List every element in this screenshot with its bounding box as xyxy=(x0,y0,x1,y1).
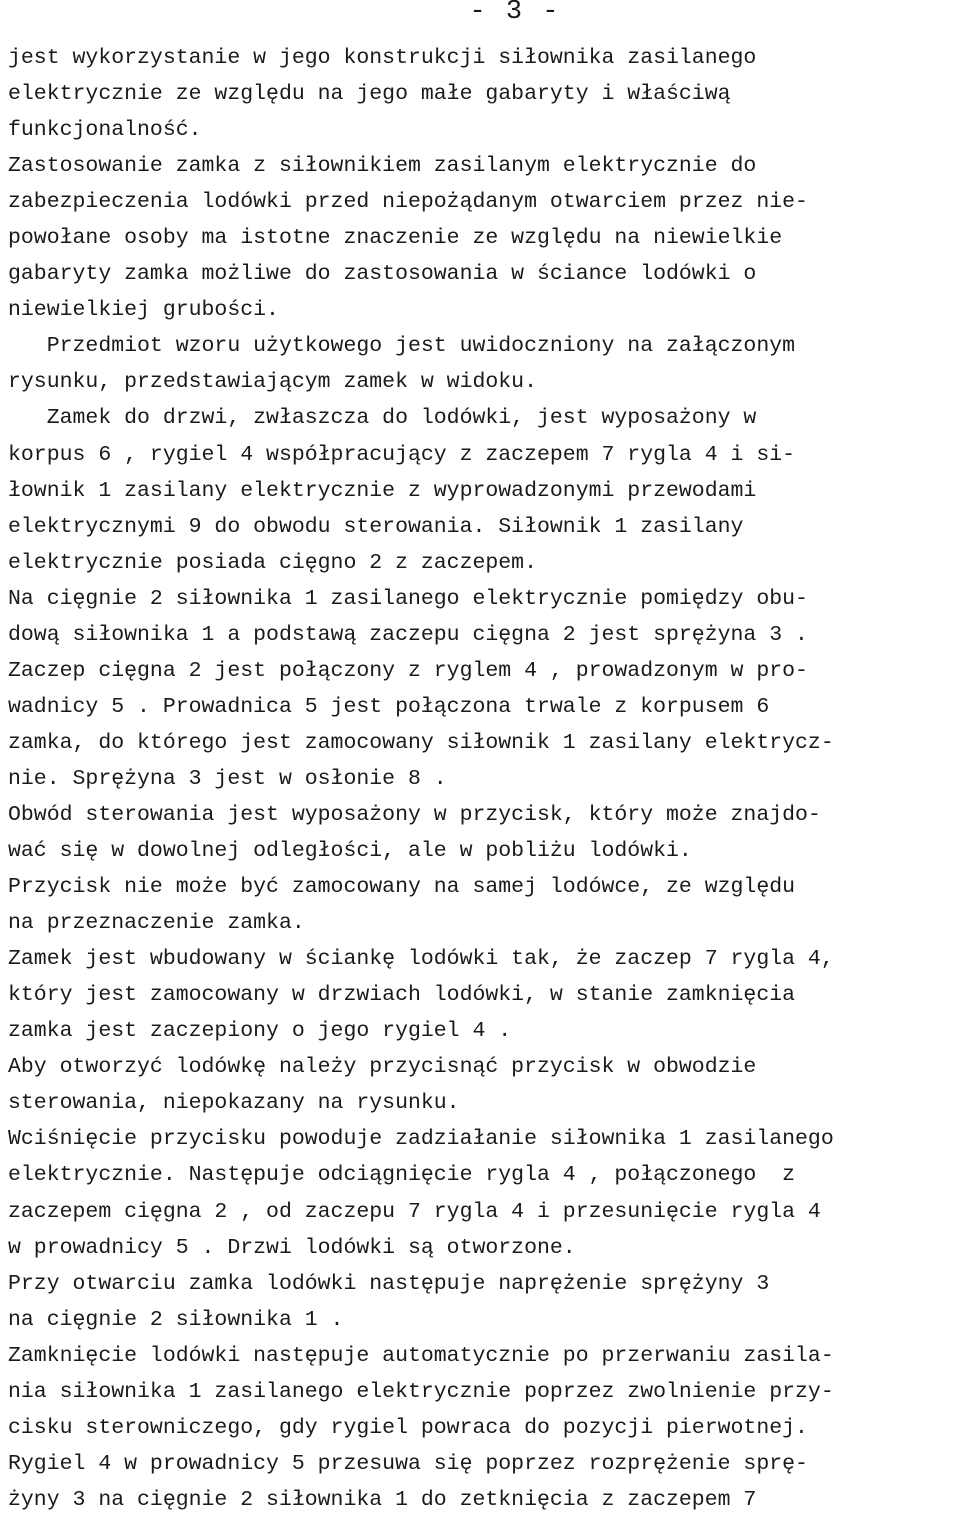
page-number: - 3 - xyxy=(469,0,561,27)
text-line: Zamek jest wbudowany w ściankę lodówki tak, że zaczep 7 rygla 4, xyxy=(8,947,834,972)
text-line: funkcjonalność. xyxy=(8,118,202,143)
text-line: Obwód sterowania jest wyposażony w przycisk, który może znajdo- xyxy=(8,802,821,827)
text-line: Aby otworzyć lodówkę należy przycisnąć przycisk w obwodzie xyxy=(8,1055,757,1080)
text-line: zamka jest zaczepiony o jego rygiel 4 . xyxy=(8,1019,512,1044)
text-line: elektrycznie posiada cięgno 2 z zaczepem. xyxy=(8,550,537,575)
text-line: zamka, do którego jest zamocowany siłownik 1 zasilany elektrycz- xyxy=(8,730,834,755)
text-line: wadnicy 5 . Prowadnica 5 jest połączona trwale z korpusem 6 xyxy=(8,694,770,719)
text-line: Na cięgnie 2 siłownika 1 zasilanego elektrycznie pomiędzy obu- xyxy=(8,586,808,611)
text-line: elektrycznie ze względu na jego małe gabaryty i właściwą xyxy=(8,82,731,107)
text-line: Przy otwarciu zamka lodówki następuje naprężenie sprężyny 3 xyxy=(8,1271,770,1296)
text-line: nia siłownika 1 zasilanego elektrycznie poprzez zwolnienie przy- xyxy=(8,1379,834,1404)
text-line: sterowania, niepokazany na rysunku. xyxy=(8,1091,460,1116)
text-line: powołane osoby ma istotne znaczenie ze względu na niewielkie xyxy=(8,226,783,251)
text-line: żyny 3 na cięgnie 2 siłownika 1 do zetknięcia z zaczepem 7 xyxy=(8,1487,757,1512)
text-line: elektrycznymi 9 do obwodu sterowania. Siłownik 1 zasilany xyxy=(8,514,744,539)
text-line: Zaczep cięgna 2 jest połączony z ryglem 4 , prowadzonym w pro- xyxy=(8,658,808,683)
text-line: Zamknięcie lodówki następuje automatycznie po przerwaniu zasila- xyxy=(8,1343,834,1368)
text-line: dową siłownika 1 a podstawą zaczepu cięgna 2 jest sprężyna 3 . xyxy=(8,622,808,647)
text-line: gabaryty zamka możliwe do zastosowania w ściance lodówki o xyxy=(8,262,757,287)
text-line: zabezpieczenia lodówki przed niepożądanym otwarciem przez nie- xyxy=(8,190,808,215)
text-line: Przycisk nie może być zamocowany na samej lodówce, ze względu xyxy=(8,875,796,900)
text-line: elektrycznie. Następuje odciągnięcie rygla 4 , połączonego z xyxy=(8,1163,796,1188)
text-line: Zastosowanie zamka z siłownikiem zasilanym elektrycznie do xyxy=(8,154,757,179)
text-line: Rygiel 4 w prowadnicy 5 przesuwa się poprzez rozprężenie sprę- xyxy=(8,1451,808,1476)
text-line: łownik 1 zasilany elektrycznie z wyprowadzonymi przewodami xyxy=(8,478,757,503)
text-line: który jest zamocowany w drzwiach lodówki, w stanie zamknięcia xyxy=(8,983,796,1008)
document-body xyxy=(8,40,953,1518)
text-line: Wciśnięcie przycisku powoduje zadziałanie siłownika 1 zasilanego xyxy=(8,1127,834,1152)
text-line: wać się w dowolnej odległości, ale w pobliżu lodówki. xyxy=(8,839,692,864)
text-line: na cięgnie 2 siłownika 1 . xyxy=(8,1307,344,1332)
text-line: Przedmiot wzoru użytkowego jest uwidoczniony na załączonym xyxy=(8,334,796,359)
text-line: rysunku, przedstawiającym zamek w widoku. xyxy=(8,370,537,395)
text-line: nie. Sprężyna 3 jest w osłonie 8 . xyxy=(8,766,447,791)
text-line: na przeznaczenie zamka. xyxy=(8,911,305,936)
text-line: cisku sterowniczego, gdy rygiel powraca do pozycji pierwotnej. xyxy=(8,1415,808,1440)
text-line: korpus 6 , rygiel 4 współpracujący z zaczepem 7 rygla 4 i si- xyxy=(8,442,796,467)
text-line: w prowadnicy 5 . Drzwi lodówki są otworzone. xyxy=(8,1235,576,1260)
text-line: niewielkiej grubości. xyxy=(8,298,279,323)
text-line: zaczepem cięgna 2 , od zaczepu 7 rygla 4 i przesunięcie rygla 4 xyxy=(8,1199,821,1224)
text-line: jest wykorzystanie w jego konstrukcji siłownika zasilanego xyxy=(8,46,757,70)
text-line: Zamek do drzwi, zwłaszcza do lodówki, jest wyposażony w xyxy=(8,406,757,431)
